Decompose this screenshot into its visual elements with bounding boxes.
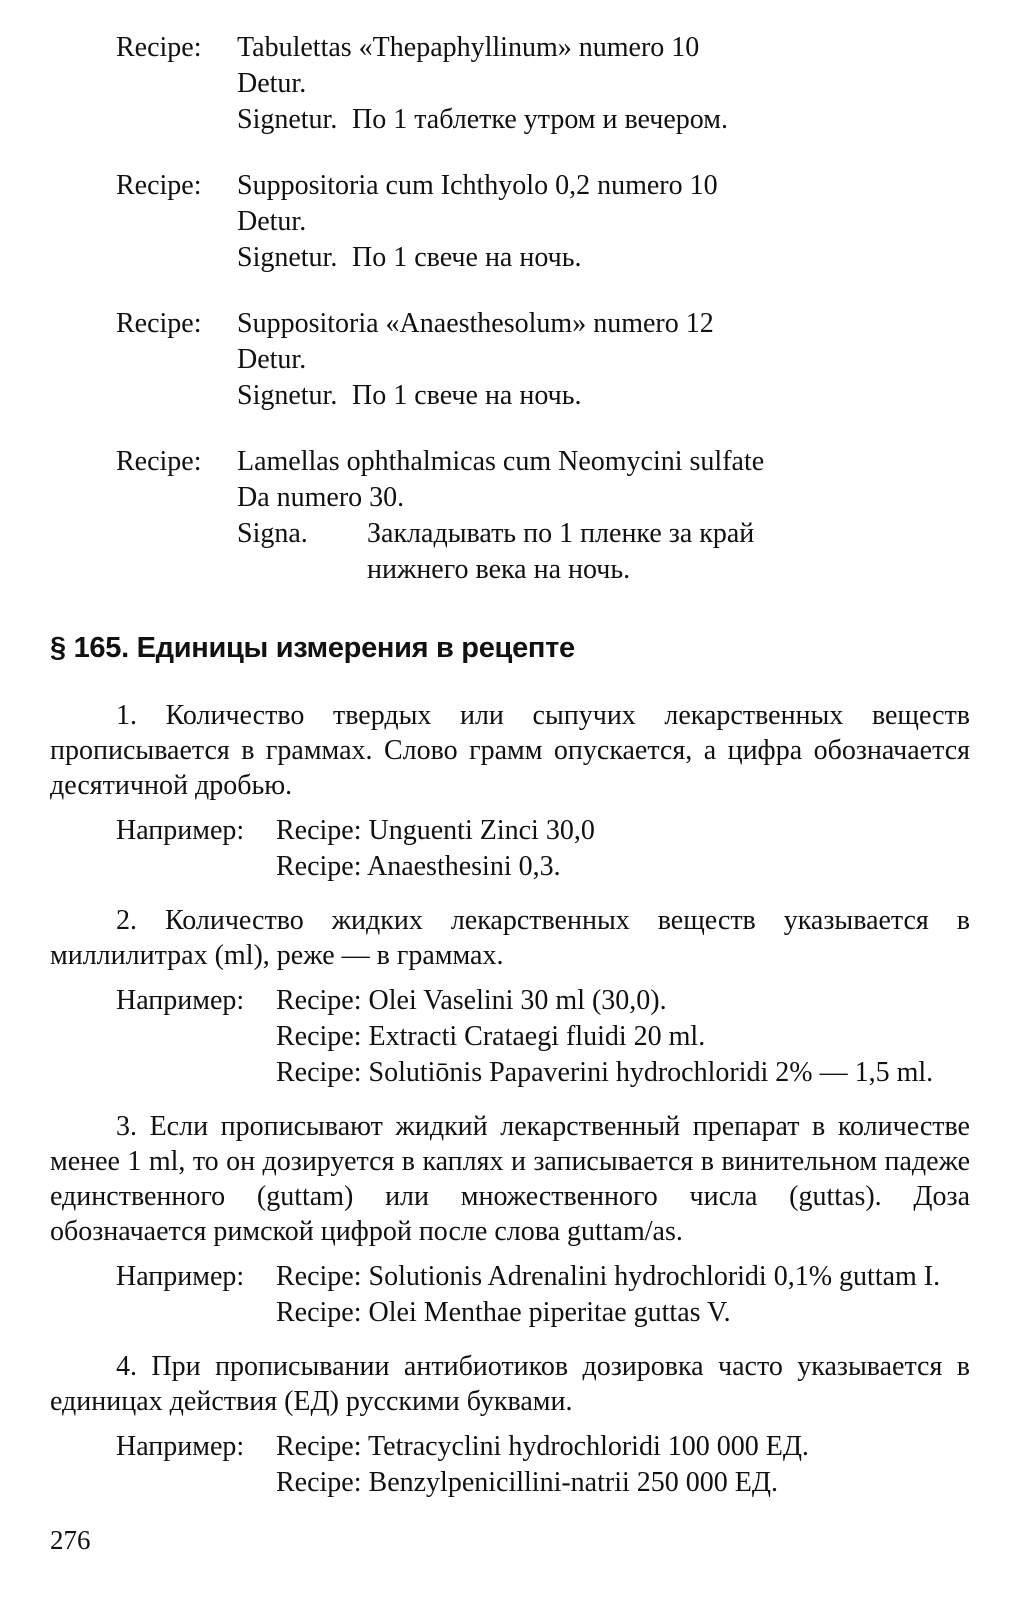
recipe-line: Suppositoria «Anaesthesolum» numero 12 bbox=[237, 308, 714, 339]
signature-row bbox=[237, 378, 1016, 414]
example-line: Recipe: Olei Menthae piperitae guttas V. bbox=[276, 1297, 731, 1328]
signature-text: По 1 свече на ночь. bbox=[352, 242, 582, 273]
example-lines bbox=[276, 1259, 970, 1331]
example-line: Recipe: Benzylpenicillini-natrii 250 000 ЕД. bbox=[276, 1467, 778, 1498]
recipe-list bbox=[116, 30, 1016, 618]
signature-label: Signa. bbox=[237, 518, 308, 549]
signature-label: Signetur. bbox=[237, 104, 338, 135]
example-block bbox=[116, 983, 970, 1091]
signature-row bbox=[237, 516, 1016, 588]
signature-text: Закладывать по 1 пленке за край нижнего века на ночь. bbox=[367, 518, 755, 585]
example-label: Например: bbox=[116, 985, 245, 1016]
section-heading: § 165. Единицы измерения в рецепте bbox=[50, 632, 575, 664]
signature-text: По 1 таблетке утром и вечером. bbox=[352, 104, 728, 135]
example-lines bbox=[276, 983, 970, 1091]
recipe-body bbox=[237, 30, 1016, 138]
recipe-line: Lamellas ophthalmicas cum Neomycini sulfate bbox=[237, 446, 765, 477]
signature-row bbox=[237, 240, 1016, 276]
example-label: Например: bbox=[116, 1261, 245, 1292]
recipe-label: Recipe: bbox=[116, 446, 202, 477]
example-line: Recipe: Tetracyclini hydrochloridi 100 000 ЕД. bbox=[276, 1431, 809, 1462]
example-label: Например: bbox=[116, 815, 245, 846]
example-line: Recipe: Extracti Crataegi fluidi 20 ml. bbox=[276, 1021, 706, 1052]
example-block bbox=[116, 813, 970, 885]
example-line: Recipe: Unguenti Zinci 30,0 bbox=[276, 815, 595, 846]
example-block bbox=[116, 1259, 970, 1331]
recipe-body bbox=[237, 444, 1016, 588]
signature-row bbox=[237, 102, 1016, 138]
recipe-line: Detur. bbox=[237, 344, 307, 375]
recipe-block bbox=[116, 444, 1016, 588]
recipe-line: Suppositoria cum Ichthyolo 0,2 numero 10 bbox=[237, 170, 718, 201]
page-number: 276 bbox=[50, 1525, 91, 1555]
recipe-label: Recipe: bbox=[116, 32, 202, 63]
signature-label: Signetur. bbox=[237, 380, 338, 411]
example-lines bbox=[276, 813, 970, 885]
signature-text: По 1 свече на ночь. bbox=[352, 380, 582, 411]
example-block bbox=[116, 1429, 970, 1501]
example-lines bbox=[276, 1429, 970, 1501]
recipe-line: Da numero 30. bbox=[237, 482, 405, 513]
example-line: Recipe: Olei Vaselini 30 ml (30,0). bbox=[276, 985, 667, 1016]
recipe-line: Detur. bbox=[237, 206, 307, 237]
recipe-block bbox=[116, 168, 1016, 276]
recipe-body bbox=[237, 306, 1016, 414]
rule-paragraph: 1. Количество твердых или сыпучих лекарственных веществ прописывается в граммах. Слово грамм опускается, а цифра обозначается десятичной дробью. bbox=[50, 700, 970, 801]
recipe-line: Detur. bbox=[237, 68, 307, 99]
rule-paragraph: 2. Количество жидких лекарственных веществ указывается в миллилитрах (ml), реже — в граммах. bbox=[50, 905, 970, 971]
recipe-body bbox=[237, 168, 1016, 276]
example-label: Например: bbox=[116, 1431, 245, 1462]
section-content bbox=[50, 698, 970, 1519]
signature-label: Signetur. bbox=[237, 242, 338, 273]
rule-paragraph: 4. При прописывании антибиотиков дозировка часто указывается в единицах действия (ЕД) русскими буквами. bbox=[50, 1351, 970, 1417]
rule-paragraph: 3. Если прописывают жидкий лекарственный препарат в количестве менее 1 ml, то он дозируется в каплях и записывается в винительном падеже единственного (guttam) или множественного числа (guttas). Доза обозначается римской цифрой после слова guttam/as. bbox=[50, 1111, 970, 1247]
example-line: Recipe: Solutiōnis Papaverini hydrochloridi 2% — 1,5 ml. bbox=[276, 1057, 934, 1088]
recipe-line: Tabulettas «Thepaphyllinum» numero 10 bbox=[237, 32, 700, 63]
recipe-label: Recipe: bbox=[116, 170, 202, 201]
recipe-block bbox=[116, 306, 1016, 414]
example-line: Recipe: Solutionis Adrenalini hydrochloridi 0,1% guttam I. bbox=[276, 1261, 941, 1292]
recipe-label: Recipe: bbox=[116, 308, 202, 339]
example-line: Recipe: Anaesthesini 0,3. bbox=[276, 851, 561, 882]
recipe-block bbox=[116, 30, 1016, 138]
